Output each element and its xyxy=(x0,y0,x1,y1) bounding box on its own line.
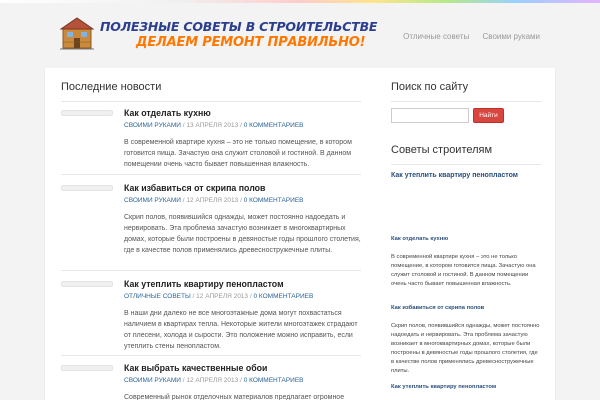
post-title-link[interactable]: Как выбрать качественные обои xyxy=(124,363,268,373)
post-title-link[interactable]: Как отделать кухню xyxy=(124,108,211,118)
divider xyxy=(61,101,361,102)
post-date: 12 АПРЕЛЯ 2013 xyxy=(186,197,239,204)
featured-tip-link[interactable]: Как утеплить квартиру пенопластом xyxy=(391,172,518,179)
post-thumbnail[interactable] xyxy=(61,185,113,191)
post-comments-link[interactable]: 0 КОММЕНТАРИЕВ xyxy=(253,293,314,300)
site-logo[interactable] xyxy=(60,16,378,56)
post-category-link[interactable]: СВОИМИ РУКАМИ xyxy=(124,197,181,204)
post-date: 12 АПРЕЛЯ 2013 xyxy=(196,293,249,300)
logo-title: ПОЛЕЗНЫЕ СОВЕТЫ В СТРОИТЕЛЬСТВЕ xyxy=(100,19,378,34)
post-comments-link[interactable]: 0 КОММЕНТАРИЕВ xyxy=(243,377,304,384)
top-nav xyxy=(392,32,540,41)
divider xyxy=(391,164,541,165)
divider xyxy=(391,101,541,102)
post-title-link[interactable]: Как избавиться от скрипа полов xyxy=(124,183,266,193)
section-title-tips: Советы строителям xyxy=(391,144,493,156)
search-input[interactable] xyxy=(391,108,469,123)
nav-item-excellent-tips[interactable]: Отличные советы xyxy=(403,32,470,41)
tip-excerpt: В современной квартире кухня – это не только помещение, в котором готовится пища. Зачастую она служит столовой и гостиной. В данном помещении очень часто бывает повышенная влажность. xyxy=(391,254,536,287)
divider xyxy=(61,355,361,356)
tip-title-link[interactable]: Как отделать кухню xyxy=(391,236,449,242)
post-thumbnail[interactable] xyxy=(61,110,113,116)
tip-title-link[interactable]: Как утеплить квартиру пенопластом xyxy=(391,384,497,390)
section-title-search: Поиск по сайту xyxy=(391,81,469,93)
post-meta: ОТЛИЧНЫЕ СОВЕТЫ / 12 АПРЕЛЯ 2013 / 0 КОММЕНТАРИЕВ xyxy=(124,293,314,300)
house-logo-icon xyxy=(60,16,94,50)
search-button[interactable]: Найти xyxy=(473,108,504,123)
post-excerpt: В современной квартире кухня – это не только помещение, в котором готовится пища. Зачастую она служит столовой и гостиной. В данном помещении очень часто бывает повышенная влажность. xyxy=(124,139,352,168)
post-category-link[interactable]: СВОИМИ РУКАМИ xyxy=(124,122,181,129)
post-title-link[interactable]: Как утеплить квартиру пенопластом xyxy=(124,279,284,289)
post-excerpt: В наши дни далеко не все многоэтажные дома могут похвастаться наличием в квартирах тепла. Некоторые жители многоэтажек страдают от плесени, холода и сырости. Это положение можно исправить, если утеплить стены пенопластом. xyxy=(124,310,358,350)
tip-excerpt: Скрип полов, появившийся однажды, может постоянно надоедать и нервировать. Эта проблема зачастую возникает в многоквартирных домах, которые были построены в девяностые годы прошлого столетия, где в качестве полов применялись древесностружечные плиты. xyxy=(391,323,540,374)
post-excerpt: Современный рынок отделочных материалов предлагает огромное xyxy=(124,394,345,400)
divider xyxy=(61,270,361,271)
section-title-latest-news: Последние новости xyxy=(61,81,162,93)
logo-subtitle: ДЕЛАЕМ РЕМОНТ ПРАВИЛЬНО! xyxy=(136,35,366,50)
post-category-link[interactable]: СВОИМИ РУКАМИ xyxy=(124,377,181,384)
site-header xyxy=(0,3,600,69)
post-comments-link[interactable]: 0 КОММЕНТАРИЕВ xyxy=(243,122,304,129)
nav-item-diy[interactable]: Своими руками xyxy=(482,32,540,41)
post-date: 13 АПРЕЛЯ 2013 xyxy=(186,122,239,129)
post-category-link[interactable]: ОТЛИЧНЫЕ СОВЕТЫ xyxy=(124,293,191,300)
post-thumbnail[interactable] xyxy=(61,365,113,371)
post-excerpt: Скрип полов, появившийся однажды, может постоянно надоедать и нервировать. Эта проблема зачастую возникает в многоквартирных домах, которые были построены в девяностые годы прошлого столетия, где в качестве полов применялись древесностружечные плиты. xyxy=(124,214,361,254)
post-meta: СВОИМИ РУКАМИ / 13 АПРЕЛЯ 2013 / 0 КОММЕНТАРИЕВ xyxy=(124,122,304,129)
post-comments-link[interactable]: 0 КОММЕНТАРИЕВ xyxy=(243,197,304,204)
tip-title-link[interactable]: Как избавиться от скрипа полов xyxy=(391,305,485,311)
divider xyxy=(61,174,361,175)
post-meta: СВОИМИ РУКАМИ / 12 АПРЕЛЯ 2013 / 0 КОММЕНТАРИЕВ xyxy=(124,197,304,204)
post-meta: СВОИМИ РУКАМИ / 12 АПРЕЛЯ 2013 / 0 КОММЕНТАРИЕВ xyxy=(124,377,304,384)
post-thumbnail[interactable] xyxy=(61,281,113,287)
content-area xyxy=(44,68,556,400)
post-date: 12 АПРЕЛЯ 2013 xyxy=(186,377,239,384)
